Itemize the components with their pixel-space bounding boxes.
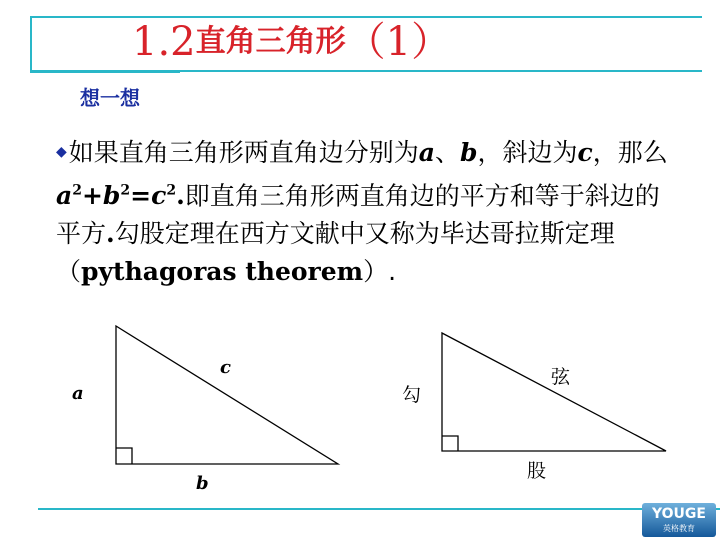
para-text-5: 勾股定理在西方文献中又称为毕达哥拉斯定理（ [56, 219, 615, 287]
eq-c: c [151, 181, 167, 211]
eq-b: b [102, 181, 121, 211]
right-triangle [442, 333, 666, 451]
left-right-angle-mark [116, 448, 132, 464]
theorem-term: pythagoras theorem [81, 257, 364, 287]
footer-line [38, 508, 720, 510]
var-c: c [577, 138, 593, 167]
eq-sq-2: 2 [120, 183, 131, 199]
eq-sq-3: 2 [166, 183, 177, 199]
para-text-4: 即直角三角形两直角边的平方和等于斜边的平方 [56, 181, 660, 249]
bullet-icon: ◆ [56, 144, 67, 160]
var-b: b [460, 138, 478, 167]
para-dot: . [106, 219, 115, 249]
para-text-2: ，斜边为 [477, 138, 578, 167]
right-label-gu: 股 [527, 460, 547, 482]
left-triangle [116, 326, 338, 464]
right-right-angle-mark [442, 436, 458, 451]
para-text-3: ，那么 [592, 138, 668, 167]
left-triangle-shape [116, 326, 338, 464]
right-label-xian: 弦 [551, 366, 571, 388]
para-sep: 、 [435, 138, 461, 167]
brand-logo [642, 503, 716, 537]
left-label-b: b [196, 473, 209, 494]
title-suffix: （1） [345, 19, 452, 65]
right-label-gou: 勾 [402, 384, 422, 406]
eq-plus: + [81, 181, 103, 211]
eq-sq-1: 2 [72, 183, 82, 199]
para-text-6: ）. [363, 257, 397, 287]
eq-dot: . [176, 181, 185, 211]
logo-cn: 英格教育 [663, 524, 695, 533]
eq-a: a [56, 181, 73, 211]
logo-en: YOUGE [652, 506, 706, 522]
right-triangle-shape [442, 333, 666, 451]
var-a: a [418, 138, 435, 167]
para-text-1: 如果直角三角形两直角边分别为 [68, 138, 419, 167]
left-label-a: a [72, 383, 84, 404]
eq-equals: = [130, 181, 152, 211]
left-label-c: c [220, 357, 231, 378]
title-text: 直角三角形 [195, 24, 346, 59]
subtitle: 想一想 [80, 86, 140, 110]
title-number: 1.2 [132, 19, 196, 65]
